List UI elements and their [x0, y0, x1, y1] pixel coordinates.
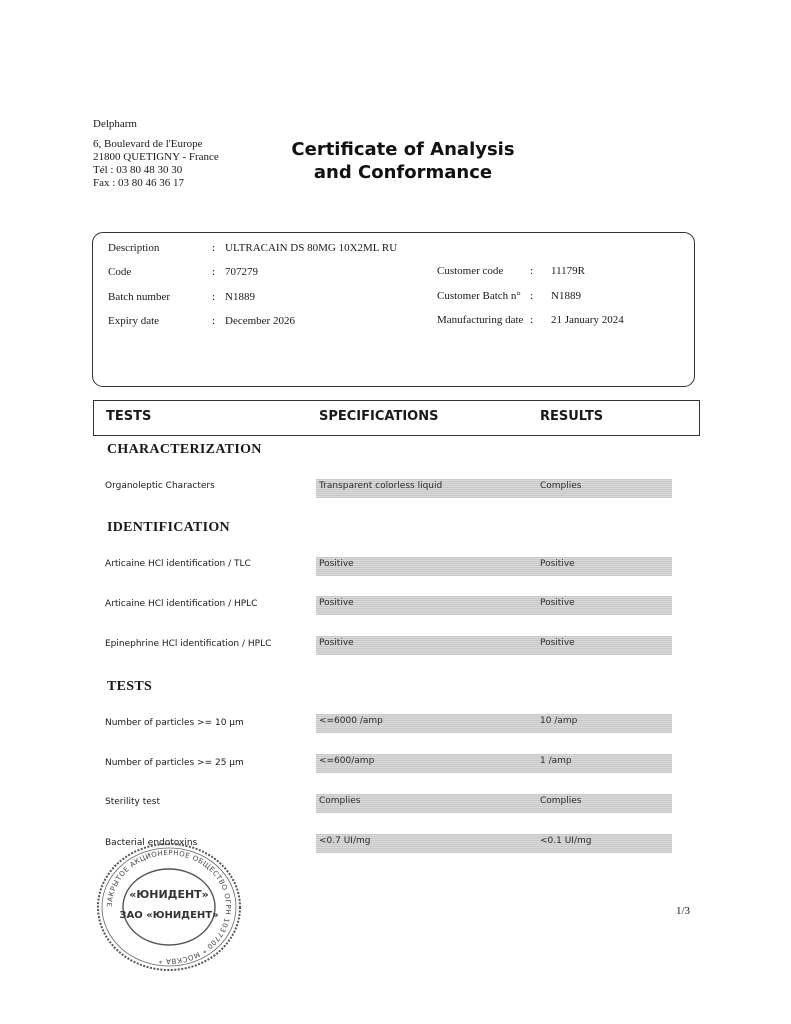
- page-number: 1/3: [676, 905, 691, 917]
- test-name: Sterility test: [105, 797, 160, 807]
- specification-value: Positive: [319, 638, 354, 648]
- results-column-header: RESULTS: [540, 409, 604, 424]
- specification-value: <=6000 /amp: [319, 716, 383, 726]
- specification-value: Transparent colorless liquid: [319, 481, 443, 491]
- result-value: <0.1 UI/mg: [540, 836, 592, 846]
- specification-value: Positive: [319, 598, 354, 608]
- section-title-tests: TESTS: [107, 679, 153, 694]
- result-band: [316, 794, 672, 813]
- company-phone: Tél : 03 80 48 30 30: [93, 164, 183, 176]
- company-address-line2: 21800 QUETIGNY - France: [93, 151, 219, 163]
- customer-code-value: 11179R: [551, 265, 586, 277]
- title-line1: Certificate of Analysis: [291, 139, 515, 160]
- company-address-block: [93, 118, 219, 190]
- specification-value: Positive: [319, 559, 354, 569]
- specifications-column-header: SPECIFICATIONS: [319, 409, 439, 424]
- expiry-date-colon: :: [212, 315, 216, 327]
- result-value: 1 /amp: [540, 756, 572, 766]
- specification-value: Complies: [319, 796, 361, 806]
- expiry-date-value: December 2026: [225, 315, 295, 327]
- result-value: Positive: [540, 598, 575, 608]
- section-title-identification: IDENTIFICATION: [107, 520, 230, 535]
- section-title-characterization: CHARACTERIZATION: [107, 442, 262, 457]
- company-address-line1: 6, Boulevard de l'Europe: [93, 138, 203, 150]
- stamp-ring-text: ЗАКРЫТОЕ АКЦИОНЕРНОЕ ОБЩЕСТВО ОГРН 1037700 * МОСКВА *: [105, 848, 233, 966]
- result-value: Complies: [540, 796, 582, 806]
- result-value: 10 /amp: [540, 716, 578, 726]
- batch-number-label: Batch number: [108, 291, 171, 303]
- customer-batch-value: N1889: [551, 290, 581, 302]
- description-value: ULTRACAIN DS 80MG 10X2ML RU: [225, 242, 398, 254]
- stamp-line1: «ЮНИДЕНТ»: [129, 888, 209, 901]
- stamp-line2: ЗАО «ЮНИДЕНТ»: [119, 910, 219, 921]
- batch-number-colon: :: [212, 291, 216, 303]
- product-info-box: [92, 232, 695, 387]
- expiry-date-label: Expiry date: [108, 315, 160, 327]
- test-name: Articaine HCl identification / TLC: [105, 559, 251, 569]
- test-name: Epinephrine HCl identification / HPLC: [105, 639, 272, 649]
- manufacturing-date-label: Manufacturing date: [437, 314, 524, 326]
- test-name: Organoleptic Characters: [105, 481, 215, 491]
- batch-number-value: N1889: [225, 291, 255, 303]
- test-name: Number of particles >= 10 µm: [105, 718, 244, 728]
- tests-column-header: TESTS: [106, 409, 152, 424]
- code-colon: :: [212, 266, 216, 278]
- description-colon: :: [212, 242, 216, 254]
- customer-batch-label: Customer Batch n°: [437, 290, 521, 302]
- specification-value: <0.7 UI/mg: [319, 836, 371, 846]
- customer-code-colon: :: [530, 265, 534, 277]
- company-name: Delpharm: [93, 118, 137, 130]
- code-label: Code: [108, 266, 132, 278]
- document-title: [262, 138, 544, 184]
- result-value: Complies: [540, 481, 582, 491]
- svg-text:ЗАКРЫТОЕ АКЦИОНЕРНОЕ ОБЩЕСТВО: [106, 849, 232, 965]
- test-name: Bacterial endotoxins: [105, 838, 198, 848]
- result-band: [316, 596, 672, 615]
- company-seal-stamp: [96, 842, 242, 972]
- company-fax: Fax : 03 80 46 36 17: [93, 177, 185, 189]
- result-value: Positive: [540, 638, 575, 648]
- manufacturing-date-colon: :: [530, 314, 534, 326]
- test-name: Number of particles >= 25 µm: [105, 758, 244, 768]
- result-band: [316, 636, 672, 655]
- result-value: Positive: [540, 559, 575, 569]
- customer-code-label: Customer code: [437, 265, 504, 277]
- result-band: [316, 557, 672, 576]
- specification-value: <=600/amp: [319, 756, 375, 766]
- customer-batch-colon: :: [530, 290, 534, 302]
- description-label: Description: [108, 242, 160, 254]
- code-value: 707279: [225, 266, 258, 278]
- manufacturing-date-value: 21 January 2024: [551, 314, 624, 326]
- test-name: Articaine HCl identification / HPLC: [105, 599, 258, 609]
- title-line2: and Conformance: [313, 162, 493, 183]
